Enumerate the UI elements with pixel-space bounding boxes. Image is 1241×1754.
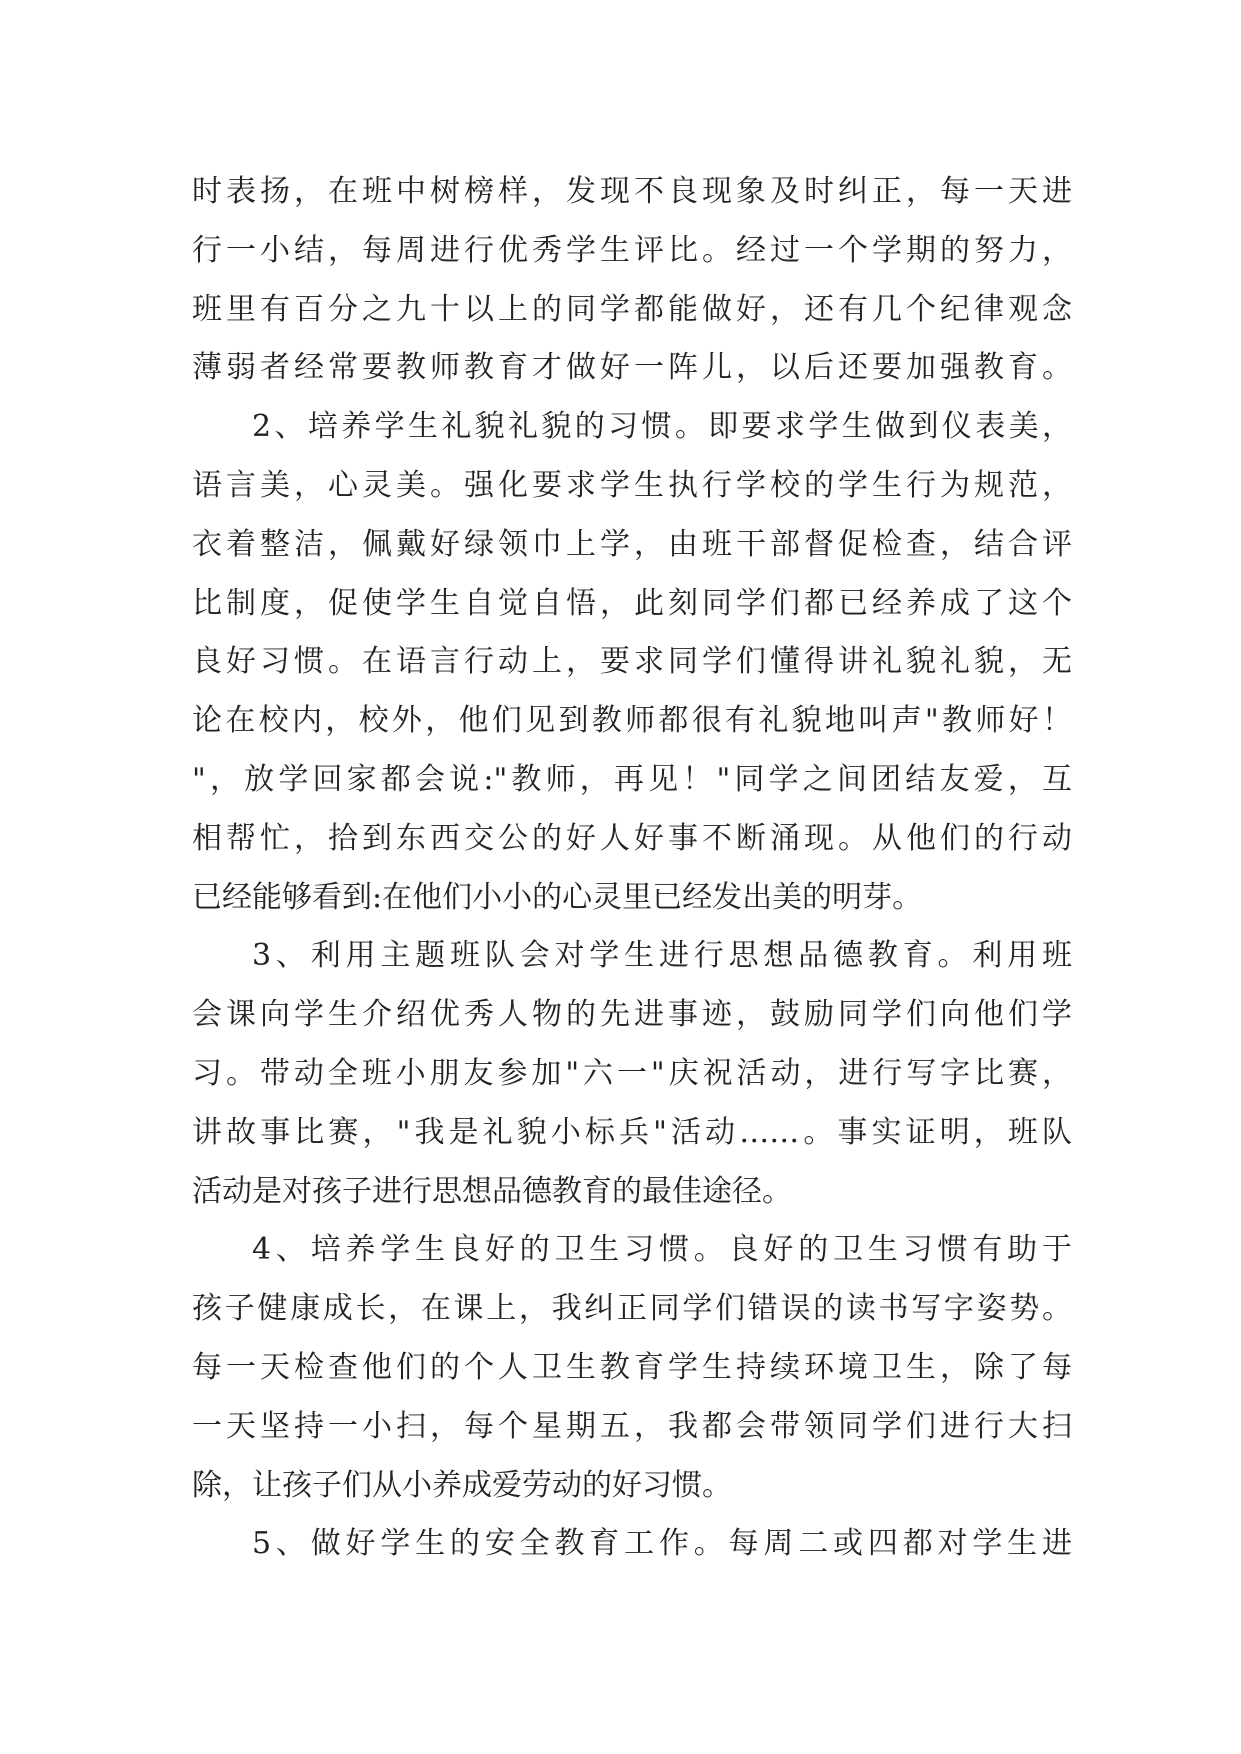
text-line: 语言美，心灵美。强化要求学生执行学校的学生行为规范，: [192, 467, 1072, 503]
text-line: 论在校内，校外，他们见到教师都很有礼貌地叫声"教师好！: [192, 703, 1072, 739]
text-line: 活动是对孩子进行思想品德教育的最佳途径。: [192, 1173, 792, 1209]
text-line: 良好习惯。在语言行动上，要求同学们懂得讲礼貌礼貌，无: [192, 644, 1072, 680]
text-line: 2、培养学生礼貌礼貌的习惯。即要求学生做到仪表美，: [252, 409, 1072, 445]
text-line: 比制度，促使学生自觉自悟，此刻同学们都已经养成了这个: [192, 585, 1072, 621]
text-line: 一天坚持一小扫，每个星期五，我都会带领同学们进行大扫: [192, 1408, 1072, 1444]
text-line: 除，让孩子们从小养成爱劳动的好习惯。: [192, 1467, 732, 1503]
text-line: 行一小结，每周进行优秀学生评比。经过一个学期的努力，: [192, 232, 1072, 268]
text-line: 衣着整洁，佩戴好绿领巾上学，由班干部督促检查，结合评: [192, 526, 1072, 562]
text-line: "，放学回家都会说:"教师，再见！"同学之间团结友爱，互: [192, 761, 1072, 797]
text-line: 习。带动全班小朋友参加"六一"庆祝活动，进行写字比赛，: [192, 1055, 1072, 1091]
paragraph-safety-education: [192, 1515, 1072, 1574]
text-line: 已经能够看到:在他们小小的心灵里已经发出美的明芽。: [192, 879, 923, 915]
text-line: 4、培养学生良好的卫生习惯。良好的卫生习惯有助于: [252, 1232, 1072, 1268]
paragraph-courtesy-habits: [192, 398, 1072, 927]
text-line: 5、做好学生的安全教育工作。每周二或四都对学生进: [252, 1526, 1072, 1562]
document-body: [192, 163, 1072, 1574]
text-line: 相帮忙，拾到东西交公的好人好事不断涌现。从他们的行动: [192, 820, 1072, 856]
text-line: 薄弱者经常要教师教育才做好一阵儿，以后还要加强教育。: [192, 350, 1072, 386]
paragraph-discipline-summary: [192, 163, 1072, 398]
text-line: 孩子健康成长，在课上，我纠正同学们错误的读书写字姿势。: [192, 1291, 1072, 1327]
paragraph-hygiene-habits: [192, 1221, 1072, 1515]
text-line: 每一天检查他们的个人卫生教育学生持续环境卫生，除了每: [192, 1349, 1072, 1385]
text-line: 3、利用主题班队会对学生进行思想品德教育。利用班: [252, 938, 1072, 974]
paragraph-class-meetings: [192, 927, 1072, 1221]
text-line: 会课向学生介绍优秀人物的先进事迹，鼓励同学们向他们学: [192, 997, 1072, 1033]
text-line: 班里有百分之九十以上的同学都能做好，还有几个纪律观念: [192, 291, 1072, 327]
text-line: 讲故事比赛，"我是礼貌小标兵"活动……。事实证明，班队: [192, 1114, 1072, 1150]
text-line: 时表扬，在班中树榜样，发现不良现象及时纠正，每一天进: [192, 174, 1072, 209]
